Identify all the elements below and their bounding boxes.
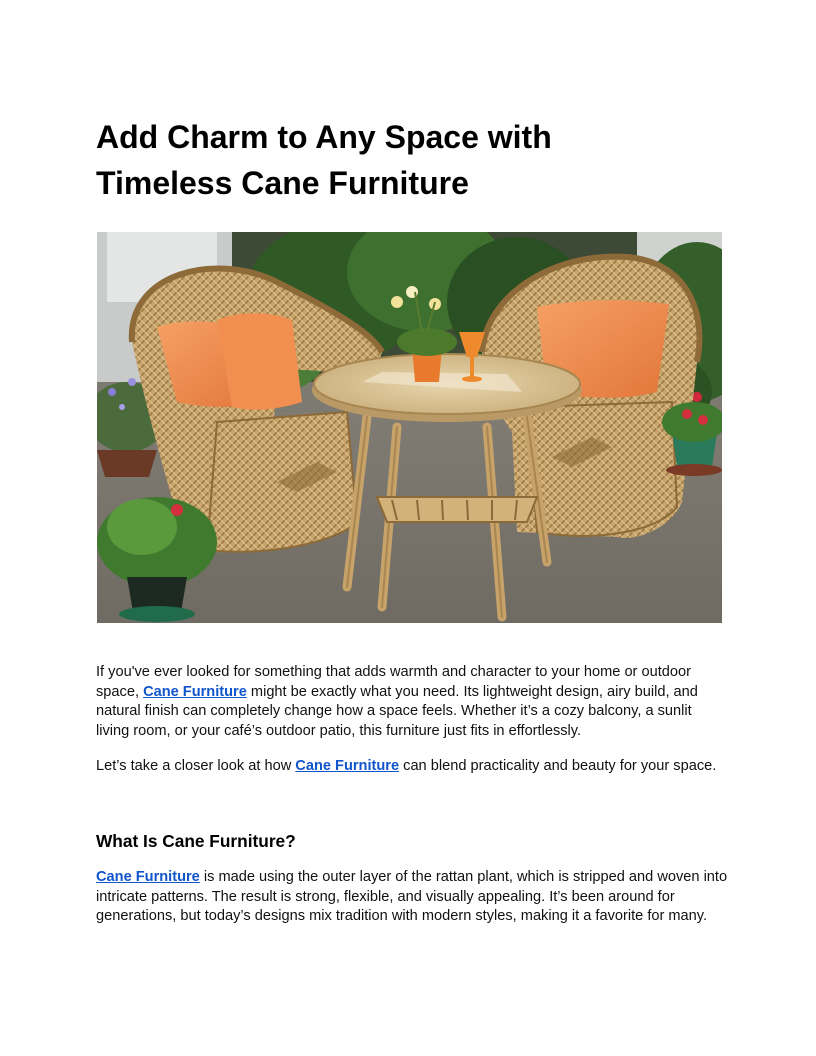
section-heading: What Is Cane Furniture?	[96, 831, 296, 851]
page-title	[96, 114, 720, 206]
cane-furniture-link[interactable]: Cane Furniture	[96, 869, 200, 885]
cane-furniture-link[interactable]: Cane Furniture	[295, 758, 400, 774]
section-text: is made using the outer layer of the rattan plant, which is stripped and woven into intricate patterns. The result is strong, flexible, and visually appealing. It’s been around for generations, but today’s designs mix tradition with modern styles, making it a favorite for many.	[96, 869, 728, 924]
closer-paragraph	[96, 757, 728, 777]
cane-furniture-photo	[97, 232, 722, 623]
intro-paragraph	[96, 663, 728, 741]
closer-text-1: Let’s take a closer look at how	[96, 758, 296, 774]
title-line-2: Timeless Cane Furniture	[96, 165, 469, 201]
title-line-1: Add Charm to Any Space with	[96, 119, 552, 155]
intro-text-2: might be exactly what you need. Its lightweight design, airy build, and natural finish can completely change how a space feels. Whether it’s a cozy balcony, a sunlit living room, or your café’s outdoor patio, this furniture just fits in effortlessly.	[96, 683, 698, 739]
cane-furniture-link[interactable]: Cane Furniture	[143, 683, 247, 700]
hero-image	[97, 232, 722, 623]
section-paragraph	[96, 868, 728, 927]
closer-text-2: can blend practicality and beauty for your space.	[399, 758, 717, 774]
intro-text-1: If you've ever looked for something that adds warmth and character to your home or outdoor space,	[96, 664, 691, 700]
